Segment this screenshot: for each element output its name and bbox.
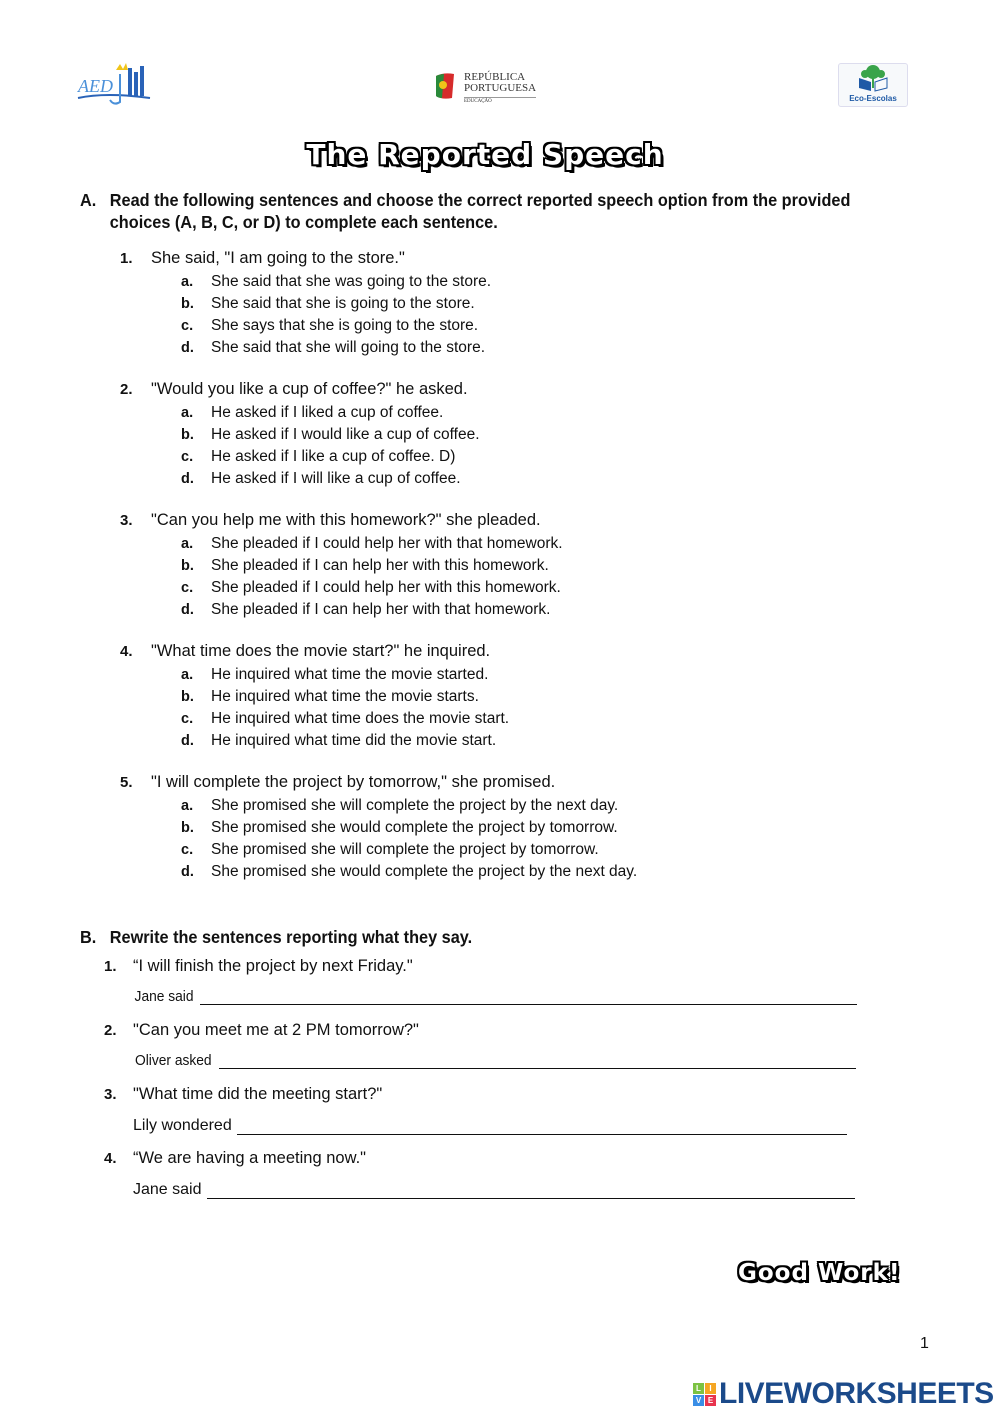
option-letter: b. — [181, 558, 194, 574]
option-b[interactable] — [181, 688, 479, 706]
section-b-label: B. — [80, 927, 97, 947]
option-text: He asked if I will like a cup of coffee. — [211, 470, 461, 487]
option-letter: a. — [181, 274, 194, 290]
eco-escolas-logo — [838, 63, 908, 107]
option-c[interactable] — [181, 710, 509, 728]
answer-prompt: Jane said — [133, 1181, 202, 1198]
option-text: She said that she will going to the store. — [211, 339, 485, 356]
rewrite-item-4 — [104, 1149, 366, 1168]
rewrite-item-3 — [104, 1085, 382, 1104]
option-a[interactable] — [181, 666, 488, 684]
option-letter: b. — [181, 689, 194, 705]
item-quote: “I will finish the project by next Friday." — [133, 957, 413, 975]
option-text: He asked if I liked a cup of coffee. — [211, 404, 444, 421]
liveworksheets-wordmark: LIVEWORKSHEETS — [719, 1377, 994, 1410]
question-text: "What time does the movie start?" he inquired. — [151, 642, 491, 660]
question-2 — [120, 380, 468, 399]
option-a[interactable] — [181, 404, 443, 422]
option-letter: d. — [181, 471, 194, 487]
option-letter: c. — [181, 580, 194, 596]
question-number: 1. — [120, 250, 133, 267]
rewrite-item-1 — [104, 957, 413, 976]
option-a[interactable] — [181, 273, 491, 291]
question-text: "Would you like a cup of coffee?" he asked. — [151, 380, 468, 398]
option-letter: b. — [181, 427, 194, 443]
answer-row — [133, 989, 857, 1005]
option-text: She promised she will complete the project by the next day. — [211, 797, 619, 814]
question-number: 2. — [120, 381, 133, 398]
option-text: She said that she was going to the store. — [211, 273, 492, 290]
logo-text-line2: PORTUGUESA — [464, 82, 537, 94]
option-letter: a. — [181, 405, 194, 421]
logo-text-line1: REPÚBLICA — [464, 71, 526, 83]
option-letter: a. — [181, 536, 194, 552]
option-letter: b. — [181, 296, 194, 312]
option-text: She said that she is going to the store. — [211, 295, 475, 312]
option-b[interactable] — [181, 295, 475, 313]
answer-input[interactable] — [237, 1120, 847, 1135]
option-letter: d. — [181, 602, 194, 618]
option-letter: b. — [181, 820, 194, 836]
item-quote: “We are having a meeting now." — [133, 1149, 367, 1167]
option-text: She promised she would complete the project by the next day. — [211, 863, 638, 880]
option-d[interactable] — [181, 470, 461, 488]
answer-input[interactable] — [219, 1054, 856, 1069]
answer-row — [133, 1181, 855, 1199]
eco-escolas-label: Eco-Escolas — [849, 94, 897, 103]
question-5 — [120, 773, 555, 792]
item-number: 2. — [104, 1022, 117, 1039]
question-text: She said, "I am going to the store." — [151, 249, 405, 267]
badge-letter: I — [705, 1383, 716, 1394]
question-number: 4. — [120, 643, 133, 660]
question-4 — [120, 642, 490, 661]
answer-prompt: Jane said — [134, 989, 194, 1005]
option-letter: c. — [181, 318, 194, 334]
option-c[interactable] — [181, 579, 561, 597]
svg-text:AED: AED — [78, 76, 113, 96]
option-letter: a. — [181, 667, 194, 683]
option-d[interactable] — [181, 601, 550, 619]
question-1 — [120, 249, 405, 268]
option-text: He inquired what time did the movie start. — [211, 732, 497, 749]
option-a[interactable] — [181, 535, 563, 553]
option-b[interactable] — [181, 426, 480, 444]
option-text: He inquired what time the movie starts. — [211, 688, 479, 705]
answer-input[interactable] — [200, 990, 857, 1005]
logo-subtext: EDUCAÇÃO — [464, 97, 536, 106]
option-letter: d. — [181, 864, 194, 880]
liveworksheets-logo — [693, 1377, 994, 1411]
badge-letter: V — [693, 1395, 704, 1406]
option-d[interactable] — [181, 863, 637, 881]
section-b-instruction: Rewrite the sentences reporting what they say. — [109, 927, 473, 947]
option-text: She pleaded if I can help her with this homework. — [211, 557, 549, 574]
option-text: She promised she will complete the project by tomorrow. — [211, 841, 599, 858]
option-text: He inquired what time does the movie start. — [211, 710, 510, 727]
option-text: She pleaded if I can help her with that homework. — [211, 601, 551, 618]
answer-row — [133, 1053, 856, 1069]
option-letter: c. — [181, 449, 194, 465]
section-a-instruction: Read the following sentences and choose the correct reported speech option from the provided choices (A, B, C, or D) to complete each sentence. — [109, 190, 851, 232]
aedj-logo — [76, 62, 154, 108]
page-title: The Reported Speech — [306, 138, 664, 171]
item-quote: "Can you meet me at 2 PM tomorrow?" — [133, 1021, 419, 1039]
item-quote: "What time did the meeting start?" — [133, 1085, 383, 1103]
option-c[interactable] — [181, 317, 478, 335]
page-number: 1 — [920, 1335, 929, 1352]
option-a[interactable] — [181, 797, 618, 815]
badge-letter: E — [705, 1395, 716, 1406]
rewrite-item-2 — [104, 1021, 419, 1040]
item-number: 4. — [104, 1150, 117, 1167]
option-text: He asked if I would like a cup of coffee. — [211, 426, 480, 443]
option-text: She pleaded if I could help her with that homework. — [211, 535, 563, 552]
option-b[interactable] — [181, 557, 549, 575]
answer-input[interactable] — [207, 1184, 855, 1199]
answer-row — [133, 1117, 847, 1135]
section-a-heading — [80, 189, 861, 233]
section-b-heading — [80, 926, 861, 948]
answer-prompt: Oliver asked — [135, 1053, 212, 1069]
option-text: He asked if I like a cup of coffee. D) — [211, 448, 456, 465]
item-number: 1. — [104, 958, 117, 975]
question-text: "Can you help me with this homework?" she pleaded. — [151, 511, 541, 529]
option-text: She promised she would complete the project by tomorrow. — [211, 819, 618, 836]
option-b[interactable] — [181, 819, 618, 837]
aedj-logo-icon — [76, 62, 154, 108]
option-letter: c. — [181, 842, 194, 858]
option-c[interactable] — [181, 841, 599, 859]
question-text: "I will complete the project by tomorrow," she promised. — [151, 773, 556, 791]
question-number: 5. — [120, 774, 133, 791]
option-d[interactable] — [181, 339, 485, 357]
section-a-label: A. — [80, 190, 97, 210]
question-number: 3. — [120, 512, 133, 529]
live-badge-icon — [693, 1383, 716, 1406]
badge-letter: L — [693, 1383, 704, 1394]
option-letter: d. — [181, 733, 194, 749]
option-text: She pleaded if I could help her with this homework. — [211, 579, 561, 596]
answer-prompt: Lily wondered — [133, 1117, 232, 1134]
option-letter: d. — [181, 340, 194, 356]
option-text: She says that she is going to the store. — [211, 317, 479, 334]
option-c[interactable] — [181, 448, 455, 466]
option-letter: c. — [181, 711, 194, 727]
option-d[interactable] — [181, 732, 496, 750]
tree-book-icon — [853, 64, 893, 92]
republica-portuguesa-logo — [432, 72, 572, 108]
item-number: 3. — [104, 1086, 117, 1103]
question-3 — [120, 511, 541, 530]
option-letter: a. — [181, 798, 194, 814]
portugal-flag-icon — [432, 72, 458, 100]
option-text: He inquired what time the movie started. — [211, 666, 489, 683]
closing-message: Good Work! — [738, 1260, 901, 1286]
